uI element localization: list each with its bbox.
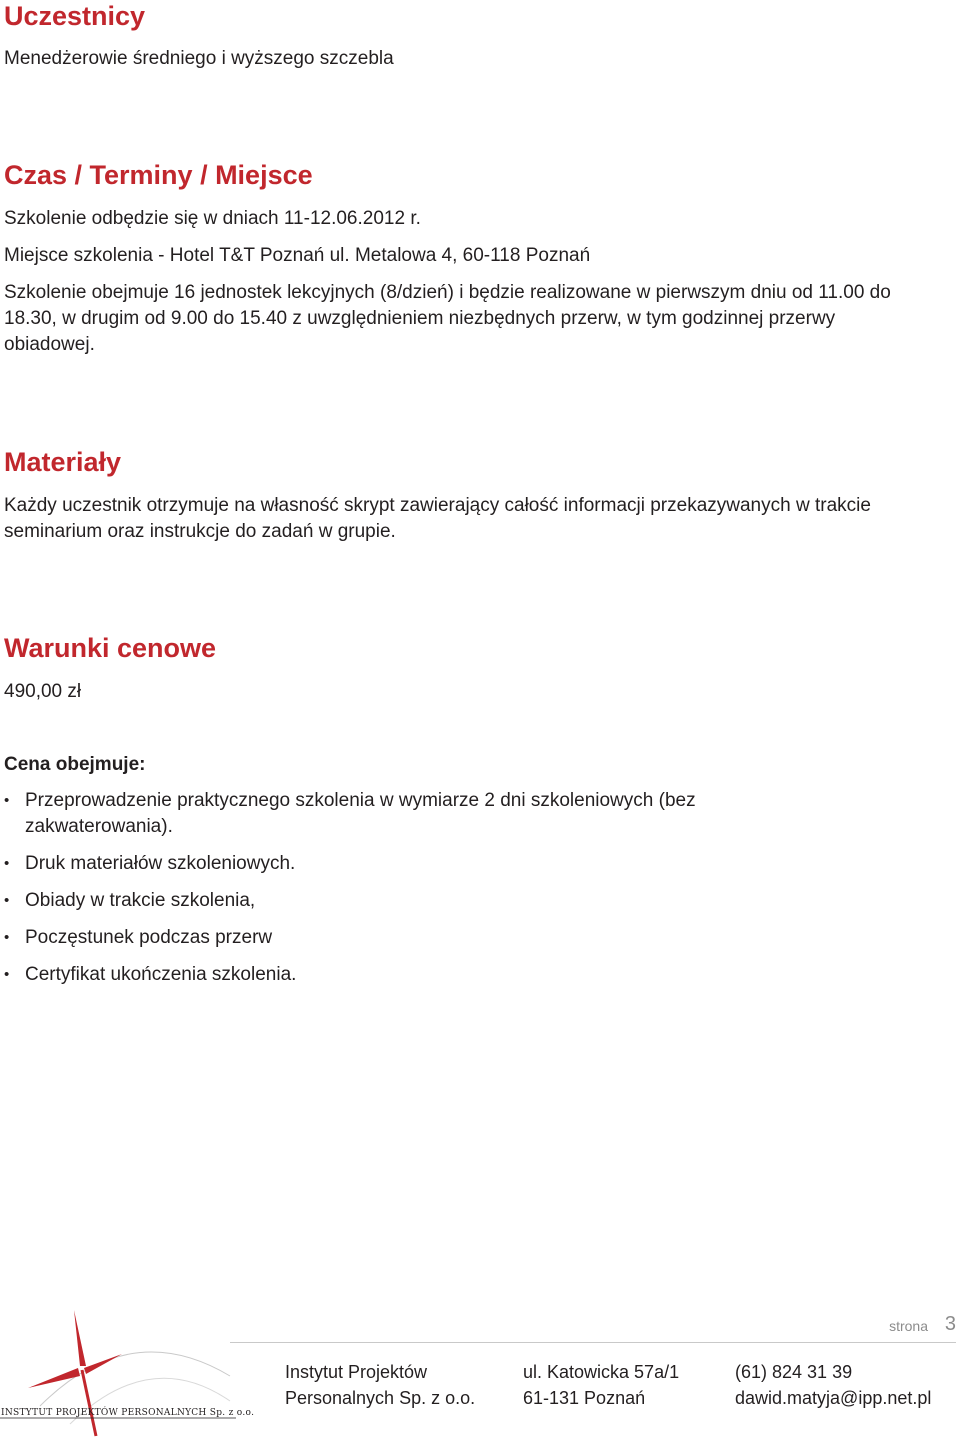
price-includes-heading: Cena obejmuje:: [4, 754, 146, 775]
bullet-icon: •: [4, 792, 10, 809]
logo-blade-top: [74, 1310, 86, 1366]
footer-contact: [735, 1359, 931, 1411]
list-item: [4, 888, 764, 914]
company-logo: [0, 1306, 236, 1438]
list-item-text: Przeprowadzenie praktycznego szkolenia w wymiarze 2 dni szkoleniowych (bez zakwaterowania).: [25, 790, 696, 837]
page-label: strona: [889, 1318, 928, 1334]
logo-arc: [40, 1352, 230, 1406]
list-item: [4, 962, 764, 988]
logo-blade-right: [84, 1354, 122, 1374]
price-includes-list: [4, 788, 764, 999]
page-number: 3: [944, 1313, 956, 1335]
contact-email[interactable]: dawid.matyja@ipp.net.pl: [735, 1388, 932, 1408]
bullet-icon: •: [4, 966, 10, 983]
bullet-icon: •: [4, 929, 10, 946]
footer-divider: [230, 1342, 956, 1343]
bullet-icon: •: [4, 892, 10, 909]
list-item-text: Certyfikat ukończenia szkolenia.: [25, 964, 297, 985]
materials-text: Każdy uczestnik otrzymuje na własność skrypt zawierający całość informacji przekazywanych w trakcie seminarium oraz instrukcje do zadań w grupie.: [4, 495, 871, 542]
contact-phone: (61) 824 31 39: [735, 1362, 853, 1382]
address-street: ul. Katowicka 57a/1: [523, 1362, 680, 1382]
list-item-text: Druk materiałów szkoleniowych.: [25, 853, 296, 874]
heading-materialy: Materiały: [4, 447, 122, 477]
list-item-text: Poczęstunek podczas przerw: [25, 927, 273, 948]
list-item: [4, 788, 764, 840]
heading-czas-terminy-miejsce: Czas / Terminy / Miejsce: [4, 160, 313, 190]
list-item: [4, 851, 764, 877]
participants-text: Menedżerowie średniego i wyższego szczebla: [4, 48, 394, 69]
address-city: 61-131 Poznań: [523, 1388, 646, 1408]
footer-address: [523, 1359, 679, 1411]
company-name-line1: Instytut Projektów: [285, 1362, 428, 1382]
price-text: 490,00 zł: [4, 681, 82, 702]
footer-company: [285, 1359, 475, 1411]
heading-uczestnicy: Uczestnicy: [4, 1, 146, 31]
heading-warunki-cenowe: Warunki cenowe: [4, 633, 217, 663]
training-dates-text: Szkolenie odbędzie się w dniach 11-12.06.2012 r.: [4, 208, 421, 229]
company-name-line2: Personalnych Sp. z o.o.: [285, 1388, 476, 1408]
logo-blade-left: [28, 1368, 80, 1388]
bullet-icon: •: [4, 855, 10, 872]
logo-text: INSTYTUT PROJEKTÓW PERSONALNYCH Sp. z o.o.: [1, 1408, 255, 1418]
training-location-text: Miejsce szkolenia - Hotel T&T Poznań ul. Metalowa 4, 60-118 Poznań: [4, 245, 591, 266]
logo-mast: [82, 1370, 96, 1436]
training-schedule-text: Szkolenie obejmuje 16 jednostek lekcyjnych (8/dzień) i będzie realizowane w pierwszym dniu od 11.00 do 18.30, w drugim od 9.00 do 15.40 z uwzględnieniem niezbędnych przerw, w tym godzinnej przerwy obiadowej.: [4, 282, 891, 355]
list-item: [4, 925, 764, 951]
list-item-text: Obiady w trakcie szkolenia,: [25, 890, 256, 911]
